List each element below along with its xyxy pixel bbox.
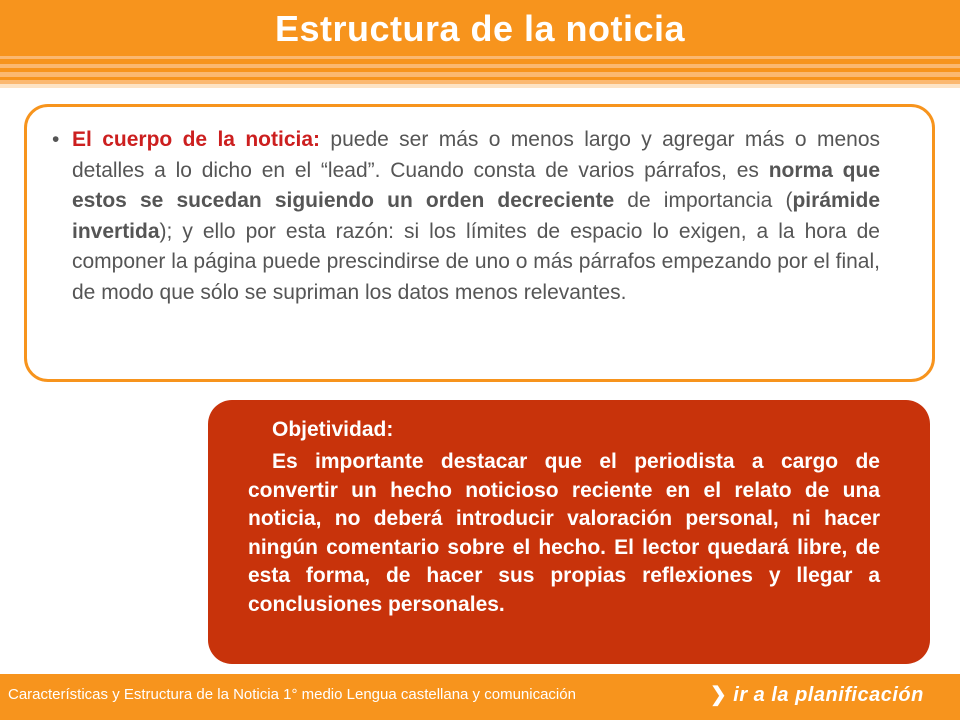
chevron-right-icon: ❯: [710, 684, 728, 706]
objectivity-text: Es importante destacar que el periodista a cargo de convertir un hecho noticioso reciente en el relato de una noticia, no deberá introducir valoración personal, ni hacer ningún comentario sobre el hecho. El lector quedará libre, de esta forma, de hacer sus propias reflexiones y llegar a conclusiones personales.: [248, 450, 880, 616]
planning-link[interactable]: [710, 682, 924, 707]
objectivity-heading: Objetividad:: [272, 418, 394, 441]
footer-course-text: Características y Estructura de la Noticia 1° medio Lengua castellana y comunicación: [8, 686, 576, 703]
body-emphasis: pirámide invertida: [72, 189, 881, 243]
bullet: •: [52, 128, 60, 151]
body-heading: El cuerpo de la noticia:: [72, 128, 321, 151]
slide-title: Estructura de la noticia: [274, 8, 686, 49]
header-divider: [0, 84, 960, 88]
body-text: de importancia (: [614, 189, 793, 212]
header-stripe: [0, 56, 960, 59]
planning-link-label: ir a la planificación: [733, 684, 924, 706]
header-stripe: [0, 64, 960, 68]
body-text: puede ser más o menos largo y agregar más o menos detalles a lo dicho en el “lead”. Cuando consta de varios párrafos, es: [72, 128, 881, 182]
body-text: ); y ello por esta razón: si los límites de espacio lo exigen, a la hora de componer la página puede prescindirse de uno o más párrafos empezando por el final, de modo que sólo se supriman los datos menos relevantes.: [72, 219, 880, 304]
body-emphasis: norma que estos se sucedan siguiendo un orden decreciente: [72, 158, 881, 212]
body-paragraph: [72, 125, 880, 308]
header-stripe: [0, 72, 960, 77]
